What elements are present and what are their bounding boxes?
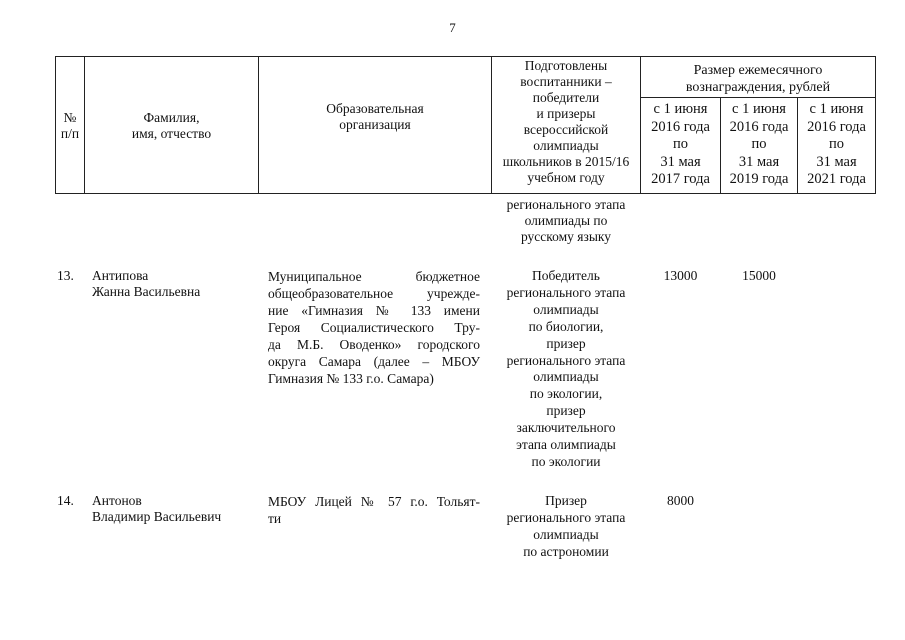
row-org-line: ние «Гимназия № 133 имени [268,303,480,318]
row-org-line: округа Самара (далее – МБОУ [268,354,480,369]
row-name-line: Жанна Васильевна [92,284,201,299]
row-org [268,268,480,387]
header-org-line: Образовательная [326,101,424,116]
row-achievement-line: Призер [545,493,587,508]
row-achievement-line: олимпиады [533,526,599,542]
header-period-line: 2021 года [807,171,866,187]
header-prepared-line: учебном году [527,170,605,185]
row-achievement-line: призер [546,335,586,351]
header-num [55,110,85,142]
continuation-line: олимпиады по [524,213,608,228]
row-achievement-line: Победитель [532,268,600,283]
row-org-line: да М.Б. Оводенко» городского [268,337,480,352]
header-period-line: по [751,136,767,152]
row-num: 14. [57,493,74,508]
row-achievement-line: по биологии, [528,318,604,334]
row-achievement [491,493,641,561]
header-prepared [491,58,641,186]
header-org [258,101,492,133]
row-achievement-line: этапа олимпиады [516,437,616,453]
row-achievement-line: регионального этапа [506,352,626,368]
header-period-line: 2019 года [729,171,789,187]
row-achievement-line: олимпиады [533,369,599,385]
row-achievement-line: заключительного [516,420,616,436]
continuation-line: регионального этапа [506,197,626,212]
header-period-line: 31 мая [816,153,857,170]
row-achievement-line: регионального этапа [506,509,626,525]
row-org-line: Героя Социалистического Тру- [268,320,480,335]
header-period-line: 31 мая [660,153,701,170]
row-achievement [491,268,641,471]
row-org-line: общеобразовательное учрежде- [268,286,480,301]
row-name-line: Владимир Васильевич [92,509,222,524]
continuation-text [491,197,641,245]
row-name [92,493,257,525]
row-achievement-line: по экологии, [529,386,603,402]
header-name [84,110,259,142]
header-period-line: 2016 года [807,118,866,135]
header-reward-line: вознаграждения, рублей [685,80,831,95]
header-period-line: 2016 года [729,118,789,135]
header-name-line: Фамилия, [143,110,200,125]
row-achievement-line: по астрономии [523,543,609,559]
header-period-line: с 1 июня [653,101,708,117]
header-reward-title [640,62,876,96]
row-org-line: МБОУ Лицей № 57 г.о. Тольят- [268,494,480,509]
header-num-line: п/п [60,126,80,141]
row-org-line: Муниципальное бюджетное [268,269,480,284]
row-achievement-line: олимпиады [533,301,599,317]
header-period-line: 31 мая [738,153,780,170]
header-period-line: по [672,136,688,152]
header-prepared-line: олимпиады [533,138,599,153]
header-period-2019 [720,101,798,189]
header-period-line: по [828,136,844,152]
header-reward-line: Размер ежемесячного [693,63,823,78]
row-name-line: Антипова [92,268,149,283]
row-num: 13. [57,268,74,283]
row-org-line: ти [268,511,282,526]
row-amount-2017: 13000 [663,268,698,283]
row-achievement-line: призер [546,403,586,419]
continuation-line: русскому языку [520,229,612,244]
header-period-line: с 1 июня [732,101,786,117]
header-period-line: 2016 года [651,118,710,135]
header-prepared-line: победители [532,90,600,105]
row-org-line: Гимназия № 133 г.о. Самара) [268,371,434,386]
header-name-line: имя, отчество [131,126,212,141]
header-period-2021 [797,101,876,189]
header-period-2017 [640,101,721,189]
row-amount-2017: 8000 [667,493,694,508]
row-org [268,493,480,527]
header-prepared-line: и призеры [536,106,596,121]
header-prepared-line: всероссийской [523,122,609,137]
page-number: 7 [449,20,456,35]
header-prepared-line: воспитанники – [520,74,612,89]
row-amount-2019: 15000 [742,268,776,283]
row-achievement-line: регионального этапа [506,284,626,300]
header-num-line: № [63,110,77,125]
row-name-line: Антонов [92,493,142,508]
header-period-line: 2017 года [651,171,710,187]
header-prepared-line: Подготовлены [524,58,608,73]
row-name [92,268,257,300]
header-prepared-line: школьников в 2015/16 [502,154,630,169]
row-achievement-line: по экологии [531,453,601,469]
header-period-line: с 1 июня [809,101,864,117]
header-org-line: организация [339,117,411,132]
